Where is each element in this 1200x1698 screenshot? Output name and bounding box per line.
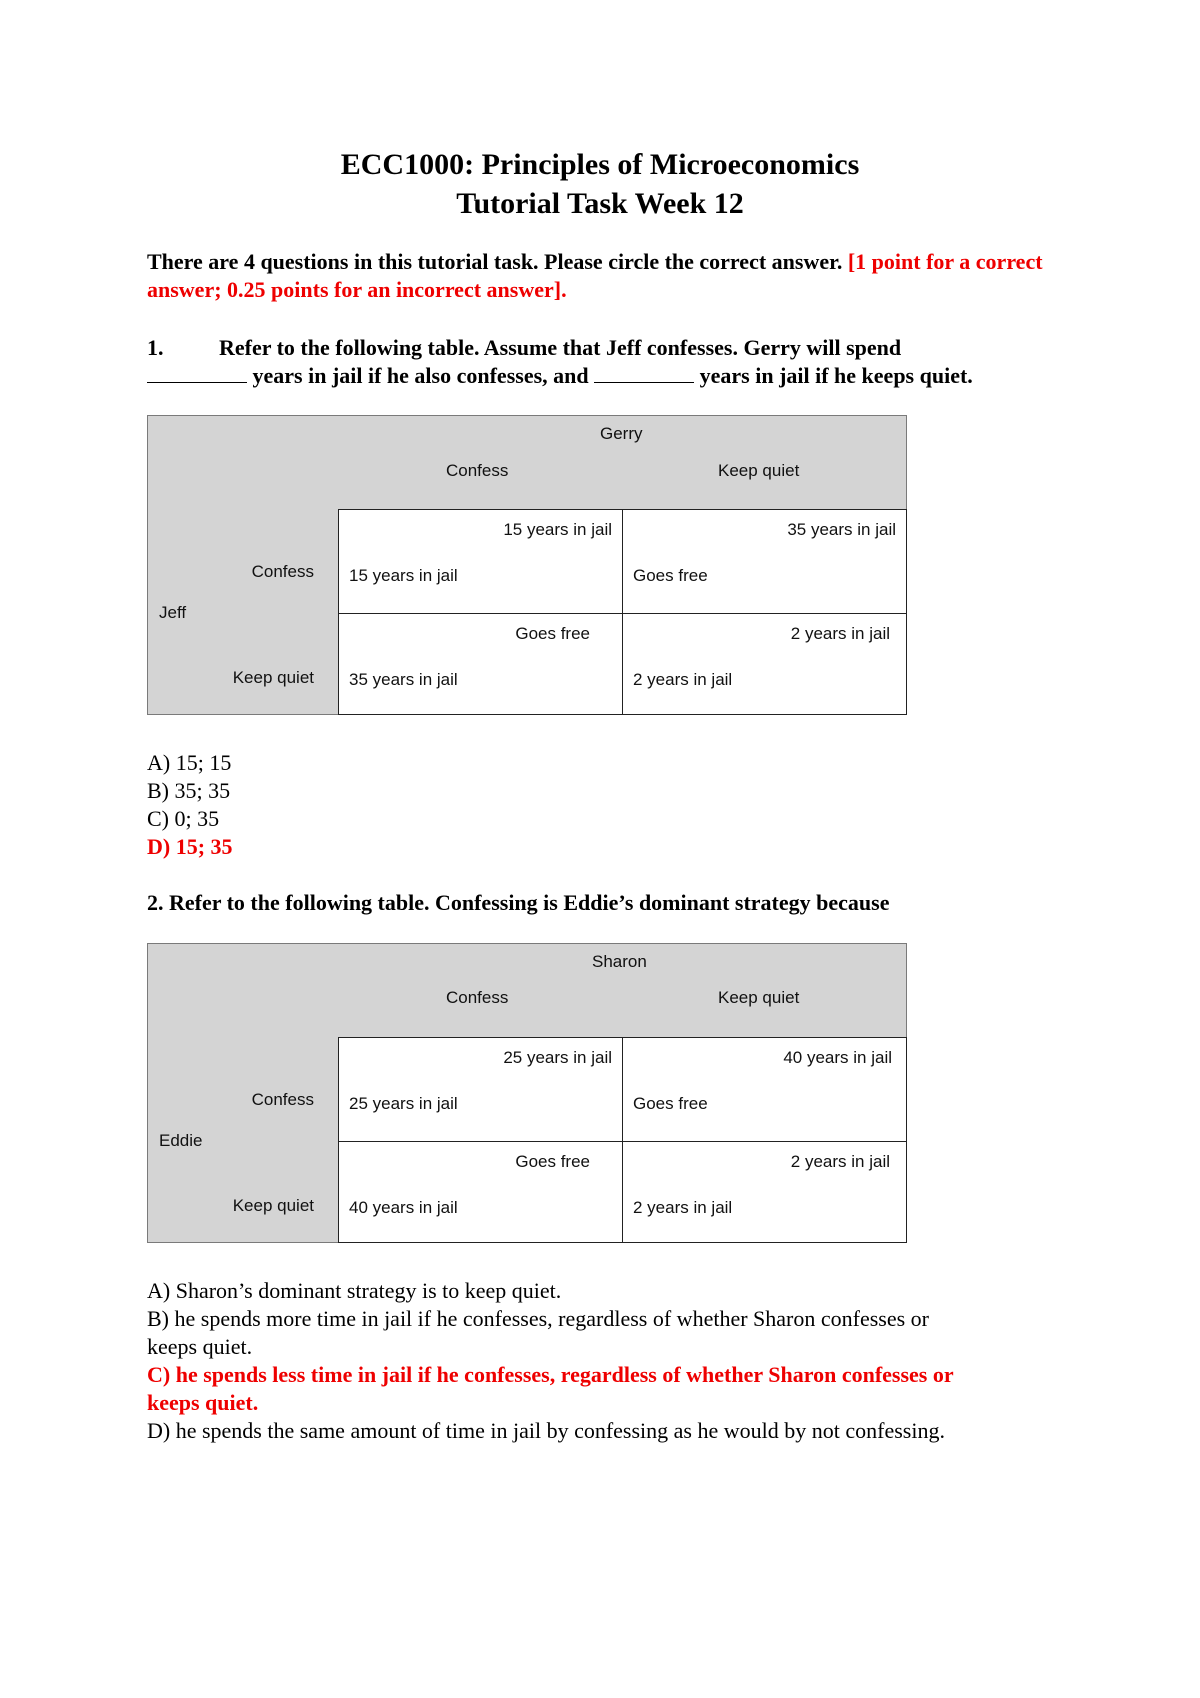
payoff-cell bbox=[622, 1037, 907, 1142]
column-payoff: 2 years in jail bbox=[790, 624, 890, 643]
question-2-option-c-line-1: C) he spends less time in jail if he confesses, regardless of whether Sharon confesses or bbox=[147, 1362, 954, 1387]
question-1-number: 1. bbox=[147, 335, 164, 360]
payoff-table-2 bbox=[147, 943, 907, 1243]
row-player: Eddie bbox=[159, 1131, 203, 1150]
document-subtitle: Tutorial Task Week 12 bbox=[456, 187, 744, 220]
row-payoff: 2 years in jail bbox=[633, 670, 733, 689]
row-player: Jeff bbox=[159, 603, 187, 622]
column-payoff: 25 years in jail bbox=[503, 1048, 612, 1067]
row-payoff: 25 years in jail bbox=[349, 1094, 458, 1113]
row-payoff: 2 years in jail bbox=[633, 1198, 733, 1217]
answer-blank-1[interactable] bbox=[147, 364, 247, 383]
row-payoff: Goes free bbox=[633, 566, 708, 585]
column-player: Sharon bbox=[592, 952, 647, 971]
column-strategy-confess: Confess bbox=[446, 988, 509, 1007]
question-1-text-2b: years in jail if he keeps quiet. bbox=[694, 363, 973, 388]
payoff-cell bbox=[338, 1141, 623, 1243]
question-2-option-b[interactable] bbox=[147, 1305, 1067, 1361]
row-strategy-keep-quiet: Keep quiet bbox=[232, 668, 314, 687]
question-2-option-c-line-2: keeps quiet. bbox=[147, 1390, 259, 1415]
column-payoff: 2 years in jail bbox=[790, 1152, 890, 1171]
row-strategy-confess: Confess bbox=[251, 1090, 314, 1109]
column-strategy-confess: Confess bbox=[446, 461, 509, 480]
row-payoff: 40 years in jail bbox=[349, 1198, 458, 1217]
row-strategy-confess: Confess bbox=[251, 562, 314, 581]
question-2-option-a[interactable]: A) Sharon’s dominant strategy is to keep quiet. bbox=[147, 1278, 562, 1303]
question-1-line-2 bbox=[147, 362, 1077, 390]
column-payoff: Goes free bbox=[515, 1152, 590, 1171]
question-1-option-b[interactable]: B) 35; 35 bbox=[147, 778, 231, 803]
column-payoff: Goes free bbox=[515, 624, 590, 643]
payoff-table-1 bbox=[147, 415, 907, 715]
question-1-text-2a: years in jail if he also confesses, and bbox=[247, 363, 595, 388]
question-2: 2. Refer to the following table. Confessing is Eddie’s dominant strategy because bbox=[147, 890, 890, 915]
answer-blank-2[interactable] bbox=[594, 364, 694, 383]
question-1 bbox=[147, 334, 1077, 390]
payoff-cell bbox=[338, 509, 623, 614]
payoff-cell bbox=[622, 1141, 907, 1243]
points-note: [1 point for a correct answer; 0.25 points for an incorrect answer]. bbox=[147, 249, 1043, 302]
column-payoff: 15 years in jail bbox=[503, 520, 612, 539]
question-1-option-c[interactable]: C) 0; 35 bbox=[147, 806, 220, 831]
question-2-option-b-line-1: B) he spends more time in jail if he confesses, regardless of whether Sharon confesses or bbox=[147, 1306, 929, 1331]
payoff-cell bbox=[622, 613, 907, 715]
question-1-text: Refer to the following table. Assume that Jeff confesses. Gerry will spend bbox=[219, 335, 902, 360]
question-2-option-c-correct[interactable] bbox=[147, 1361, 1067, 1417]
question-2-option-d[interactable]: D) he spends the same amount of time in jail by confessing as he would by not confessing. bbox=[147, 1418, 945, 1443]
column-strategy-keep-quiet: Keep quiet bbox=[718, 461, 800, 480]
document-title: ECC1000: Principles of Microeconomics bbox=[340, 148, 860, 181]
payoff-cell bbox=[338, 1037, 623, 1142]
row-payoff: Goes free bbox=[633, 1094, 708, 1113]
question-1-option-d-correct[interactable]: D) 15; 35 bbox=[147, 834, 233, 859]
intro-paragraph bbox=[147, 248, 1077, 304]
row-payoff: 35 years in jail bbox=[349, 670, 458, 689]
question-1-option-a[interactable]: A) 15; 15 bbox=[147, 750, 232, 775]
payoff-cell bbox=[338, 613, 623, 715]
payoff-cell bbox=[622, 509, 907, 614]
column-player: Gerry bbox=[600, 424, 643, 443]
question-2-option-b-line-2: keeps quiet. bbox=[147, 1334, 253, 1359]
row-strategy-keep-quiet: Keep quiet bbox=[232, 1196, 314, 1215]
column-payoff: 35 years in jail bbox=[787, 520, 896, 539]
intro-text: There are 4 questions in this tutorial task. Please circle the correct answer. bbox=[147, 249, 848, 274]
question-1-line-1 bbox=[147, 334, 1077, 362]
column-payoff: 40 years in jail bbox=[783, 1048, 892, 1067]
column-strategy-keep-quiet: Keep quiet bbox=[718, 988, 800, 1007]
row-payoff: 15 years in jail bbox=[349, 566, 458, 585]
